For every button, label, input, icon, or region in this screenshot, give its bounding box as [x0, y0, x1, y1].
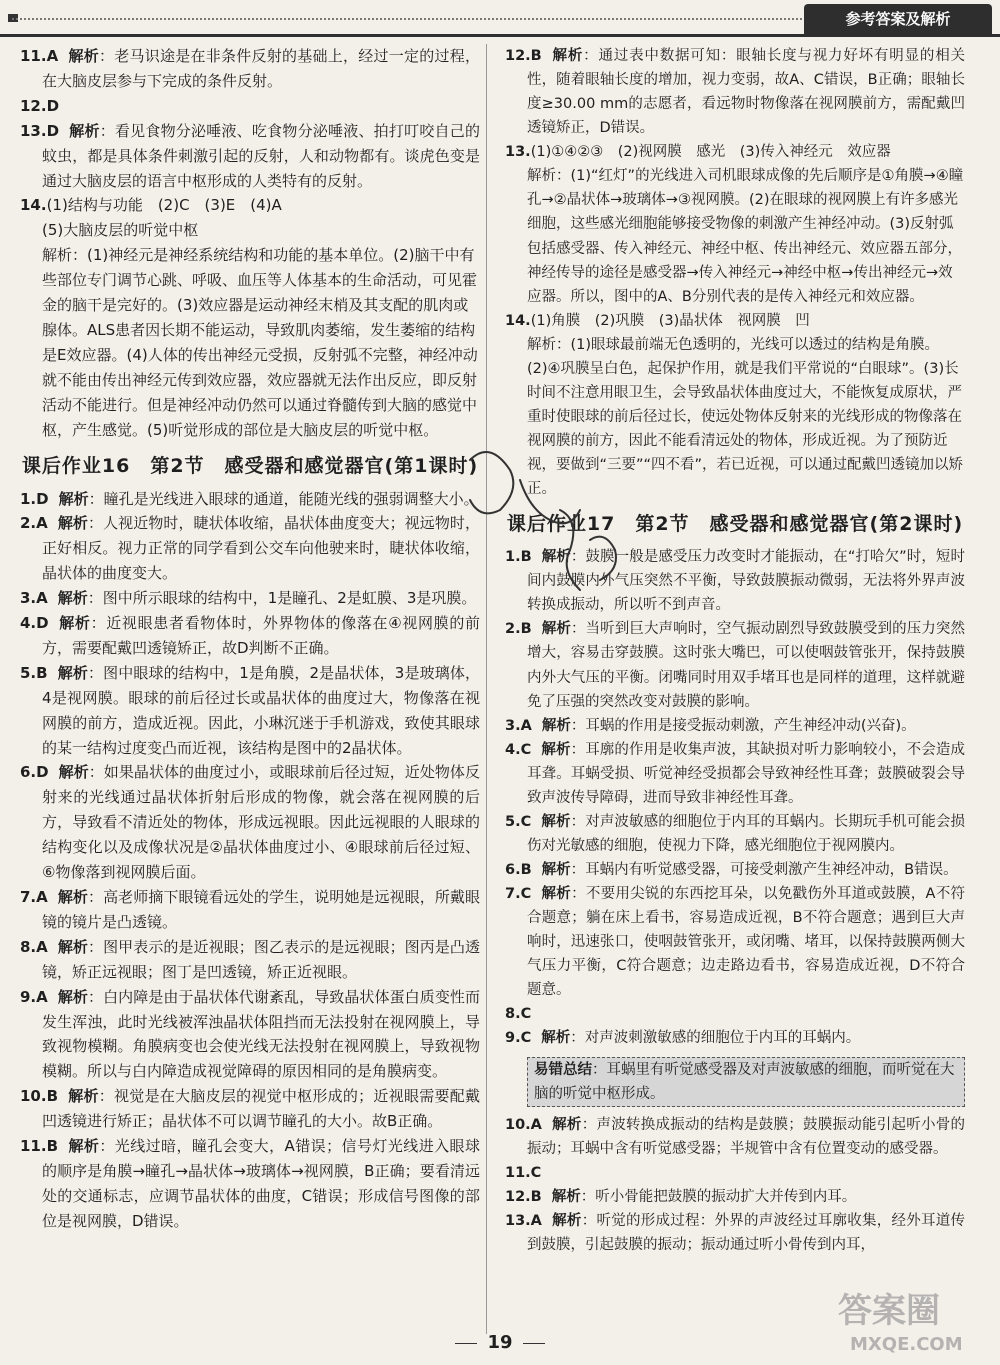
header-title: 参考答案及解析 [804, 4, 992, 34]
answer-number: 11.C [505, 1164, 542, 1181]
answer-item [505, 738, 965, 810]
explanation-label: 解析 [541, 621, 571, 638]
explanation-label: 解析 [551, 1116, 582, 1133]
explanation-label: 解析 [58, 763, 89, 782]
answer-number: 4.C [505, 741, 532, 758]
explanation-text: ：(1)眼球最前端无色透明的，光线可以透过的结构是角膜。(2)④巩膜呈白色，起保护作用，就是我们平常说的“白眼球”。(3)长时间不注意用眼卫生，会导致晶状体曲度过大，不能恢复成原状，严重时使眼球的前后径过长，使远处物体反射来的光线形成的物像落在视网膜的前方，因此不能看清远处的物体，形成近视。为了预防近视，要做到“三要”“四不看”，若已近视，可以通过配戴凹透镜加以矫正。 [527, 336, 964, 498]
answer-item [20, 586, 480, 611]
explanation-text: ：(1)神经元是神经系统结构和功能的基本单位。(2)脑干中有些部位专门调节心跳、呼吸、血压等人体基本的生命活动，可见霍金的脑干是完好的。(3)效应器是运动神经末梢及其支配的肌肉或腺体。ALS患者因长期不能运动，导致肌肉萎缩，发生萎缩的结构是E效应器。(4)人体的传出神经元受损，反射弧不完整，神经冲动就不能由传出神经元传到效应器，效应器就无法作出反应，即反射活动不能进行。但是神经冲动仍然可以通过脊髓传到大脑的感觉中枢，产生感觉。(5)听觉形成的部位是大脑皮层的听觉中枢。 [42, 246, 478, 439]
answer-item [505, 858, 965, 882]
explanation-label: 解析 [58, 489, 89, 508]
explanation-label: 解析 [551, 48, 584, 64]
explanation-label: 解析 [57, 589, 88, 608]
answer-number: 13. [505, 144, 531, 161]
answer-item [505, 140, 965, 164]
answer-item [505, 810, 965, 858]
answer-item [20, 44, 480, 94]
answer-item [505, 1161, 965, 1185]
answer-item [20, 193, 480, 218]
answer-number: 13.A [505, 1212, 542, 1229]
answer-text: ：老马识途是在非条件反射的基础上，经过一定的过程，在大脑皮层参与下完成的条件反射。 [42, 47, 480, 90]
explanation-label: 解析 [551, 1188, 581, 1205]
handwriting-scribble [440, 420, 670, 620]
answer-number: 3.A [20, 589, 48, 608]
answer-item [505, 1209, 965, 1257]
answer-text: (1)角膜 (2)巩膜 (3)晶状体 视网膜 凹 [530, 312, 810, 329]
left-column [20, 44, 480, 1234]
answer-number: 2.A [20, 514, 48, 533]
answer-item [20, 1084, 480, 1134]
explanation-label: 解析 [541, 862, 571, 878]
note-text: ：耳蜗里有听觉感受器及对声波敏感的细胞，而听觉在大脑的听觉中枢形成。 [534, 1061, 955, 1102]
explanation-label: 解析 [57, 663, 88, 682]
answer-number: 3.A [505, 717, 532, 734]
answer-number: 9.C [505, 1030, 532, 1047]
answer-number: 10.A [505, 1116, 542, 1133]
explanation-label: 解析 [551, 1212, 582, 1229]
answer-text: ：看见食物分泌唾液、吃食物分泌唾液、拍打叮咬自己的蚊虫，都是具体条件刺激引起的反射，人和动物都有。谈虎色变是通过大脑皮层的语言中枢形成的人类特有的反射。 [42, 121, 480, 190]
explanation-label: 解析 [541, 886, 572, 903]
answer-number: 1.B [505, 549, 532, 566]
answer-item [505, 617, 965, 713]
answer-number: 12.D [20, 96, 60, 115]
answer-number: 6.B [505, 862, 532, 878]
error-summary-note [527, 1057, 965, 1107]
answer-text: ：图中眼球的结构中，1是角膜，2是晶状体，3是玻璃体，4是视网膜。眼球的前后径过长或晶状体的曲度过大，物像落在视网膜的前方，造成近视。因此，小琳沉迷于手机游戏，致使其眼球的某一结构过度变凸而近视，该结构是图中的2晶状体。 [42, 663, 480, 757]
explanation-label: 解析 [68, 1087, 99, 1106]
answer-number: 1.D [20, 489, 49, 508]
answer-number: 2.B [505, 621, 532, 638]
explanation-label: 解析 [541, 717, 571, 734]
header-rule [0, 34, 1000, 37]
column-divider [486, 44, 487, 1334]
answer-text: ：不要用尖锐的东西挖耳朵，以免戳伤外耳道或鼓膜，A不符合题意；躺在床上看书，容易造成近视，B不符合题意；遇到巨大声响时，迅速张口，使咽鼓管张开，或闭嘴、堵耳，以保持鼓膜两侧大气压力平衡，C符合题意；边走路边看书，容易造成近视，D不符合题意。 [527, 886, 965, 999]
explanation-label: 解析 [68, 1137, 100, 1156]
answer-item [505, 309, 965, 333]
explanation-label: 解析 [541, 813, 571, 830]
svg-text:答案圈: 答案圈 [838, 1291, 940, 1331]
answer-text: ：听小骨能把鼓膜的振动扩大并传到内耳。 [580, 1188, 857, 1205]
answer-item [505, 1185, 965, 1209]
answer-number: 13.D [20, 121, 60, 140]
section-title: 课后作业16 第2节 感受器和感觉器官(第1课时) [21, 454, 479, 477]
explanation-label: 解析 [69, 121, 100, 140]
answer-text: ：听觉的形成过程：外界的声波经过耳廓收集，经外耳道传到鼓膜，引起鼓膜的振动；振动通过听小骨传到内耳， [527, 1212, 966, 1253]
answer-text: ：图甲表示的是近视眼；图乙表示的是远视眼；图丙是凸透镜，矫正远视眼；图丁是凹透镜，矫正近视眼。 [42, 937, 480, 981]
answer-number: 4.D [20, 614, 49, 633]
answer-text: ：图中所示眼球的结构中，1是瞳孔、2是虹膜、3是巩膜。 [87, 589, 477, 608]
answer-item [505, 44, 965, 140]
answer-explanation [20, 243, 480, 442]
answer-explanation [505, 164, 965, 308]
explanation-label: 解析 [57, 937, 88, 956]
answer-number: 14. [505, 312, 531, 329]
answer-item [505, 882, 965, 1002]
answer-text: ：如果晶状体的曲度过小，或眼球前后径过短，近处物体反射来的光线通过晶状体折射后形成的物像，就会落在视网膜的后方，导致看不清近处的物体，形成远视眼。因此远视眼的人眼球的结构变化以及成像状况是②晶状体曲度过小、④眼球前后径过短、⑥物像落到视网膜后面。 [42, 763, 480, 882]
answer-number: 11.A [20, 47, 59, 65]
explanation-label: 解析 [57, 987, 88, 1006]
explanation-label: 解析 [57, 888, 88, 906]
answer-number: 8.A [20, 937, 48, 956]
answer-text: ：对声波敏感的细胞位于内耳的耳蜗内。长期玩手机可能会损伤对光敏感的细胞，使视力下降，感光细胞位于视网膜内。 [527, 813, 966, 854]
answer-text: ：对声波刺激敏感的细胞位于内耳的耳蜗内。 [570, 1030, 861, 1047]
answer-explanation [20, 218, 480, 243]
explanation-label: 解析 [57, 514, 88, 533]
explanation-text: ：(1)“红灯”的光线进入司机眼球成像的先后顺序是①角膜→④瞳孔→②晶状体→玻璃体→③视网膜。(2)在眼球的视网膜上有许多感光细胞，这些感光细胞能够接受物像的刺激产生神经冲动。(3)反射弧包括感受器、传入神经元、神经中枢、传出神经元、效应器五部分，神经传导的途径是感受器→传入神经元→神经中枢→传出神经元→效应器。所以，图中的A、B分别代表的是传入神经元和效应器。 [527, 168, 964, 305]
answer-number: 5.C [505, 813, 532, 830]
answer-text: (1)结构与功能 (2)C (3)E (4)A [46, 196, 282, 215]
answer-text: ：高老师摘下眼镜看远处的学生，说明她是远视眼，所戴眼镜的镜片是凸透镜。 [42, 888, 480, 931]
answer-item [20, 1134, 480, 1234]
answer-text: ：耳廓的作用是收集声波，其缺损对听力影响较小，不会造成耳聋。耳蜗受损、听觉神经受损都会导致神经性耳聋；鼓膜破裂会导致声波传导障碍，进而导致非神经性耳聋。 [527, 741, 966, 806]
footer-dash-left [455, 1343, 477, 1344]
answer-item [20, 94, 480, 119]
explanation-text: (5)大脑皮层的听觉中枢 [42, 221, 199, 240]
answer-number: 7.A [20, 888, 48, 906]
answer-item [20, 985, 480, 1085]
answer-item [20, 119, 480, 194]
answer-number: 6.D [20, 763, 49, 782]
footer-dash-right [523, 1343, 545, 1344]
answer-item [20, 611, 480, 661]
answer-text: ：视觉是在大脑皮层的视觉中枢形成的；近视眼需要配戴凹透镜进行矫正；晶状体不可以调节瞳孔的大小。故B正确。 [42, 1087, 480, 1131]
explanation-label: 解析 [541, 549, 571, 566]
explanation-label: 解析 [58, 614, 91, 633]
explanation-label: 解析 [541, 741, 571, 758]
explanation-label: 解析 [541, 1030, 571, 1047]
answer-text: ：近视眼患者看物体时，外界物体的像落在④视网膜的前方，需要配戴凹透镜矫正，故D判断不正确。 [42, 614, 480, 657]
answer-text: ：耳蜗内有听觉感受器，可接受刺激产生神经冲动，B错误。 [570, 862, 958, 878]
answer-item [20, 661, 480, 761]
answer-item [505, 1002, 965, 1026]
answer-number: 9.A [20, 987, 48, 1006]
answer-number: 10.B [20, 1087, 59, 1106]
answer-item [20, 487, 480, 512]
page-number: 19 [487, 1332, 513, 1353]
answer-text: ：光线过暗，瞳孔会变大，A错误；信号灯光线进入眼球的顺序是角膜→瞳孔→晶状体→玻璃体→视网膜，B正确；要看清远处的交通标志，应调节晶状体的曲度，C错误；形成信号图像的部位是视网膜，D错误。 [42, 1137, 480, 1230]
answer-text: ：耳蜗的作用是接受振动刺激，产生神经冲动(兴奋)。 [570, 717, 916, 734]
answer-number: 12.B [505, 48, 542, 64]
answer-text: ：人视近物时，睫状体收缩，晶状体曲度变大；视远物时，正好相反。视力正常的同学看到公交车向他驶来时，睫状体收缩，晶状体的曲度变大。 [42, 514, 480, 583]
explanation-label: 解析 [68, 47, 99, 65]
answer-item [20, 885, 480, 935]
answer-item [505, 1113, 965, 1161]
right-column [505, 44, 965, 1257]
answer-text: (1)①④②③ (2)视网膜 感光 (3)传入神经元 效应器 [530, 144, 891, 161]
explanation-label: 解析 [42, 246, 73, 265]
answer-item [505, 714, 965, 738]
section-title: 课后作业17 第2节 感受器和感觉器官(第2课时) [506, 513, 964, 536]
answer-text: ：瞳孔是光线进入眼球的通道，能随光线的强弱调整大小。 [88, 489, 479, 508]
answer-text: ：鼓膜一般是感受压力改变时才能振动，在“打哈欠”时，短时间内鼓膜内外气压突然不平衡，导致鼓膜振动微弱，无法将外界声波转换成振动，所以听不到声音。 [527, 549, 965, 614]
explanation-label: 解析 [527, 168, 556, 185]
answer-text: ：当听到巨大声响时，空气振动剧烈导致鼓膜受到的压力突然增大，容易击穿鼓膜。这时张大嘴巴，可以使咽鼓管张开，保持鼓膜内外大气压的平衡。闭嘴同时用双手堵耳也是同样的道理，这样就避免了压强的突然改变对鼓膜的影响。 [527, 621, 966, 710]
header-dotted-line [12, 18, 802, 20]
answer-text: ：白内障是由于晶状体代谢紊乱，导致晶状体蛋白质变性而发生浑浊，此时光线被浑浊晶状体阻挡而无法投射在视网膜上，导致视物模糊。角膜病变也会使光线无法投射在视网膜上，导致视物模糊。所以与白内障造成视觉障碍的原因相同的是角膜病变。 [42, 987, 480, 1081]
answer-number: 14. [20, 196, 47, 215]
answer-text: ：通过表中数据可知：眼轴长度与视力好坏有明显的相关性，随着眼轴长度的增加，视力变弱，故A、C错误，B正确；眼轴长度≥30.00 mm的志愿者，看远物时物像落在视网膜前方，需配戴凹透镜矫正，D错误。 [527, 48, 966, 137]
svg-text:MXQE.COM: MXQE.COM [850, 1334, 963, 1355]
note-label: 易错总结 [534, 1061, 592, 1078]
explanation-label: 解析 [527, 336, 556, 353]
answer-text: ：声波转换成振动的结构是鼓膜；鼓膜振动能引起听小骨的振动；耳蜗中含有听觉感受器；半规管中含有位置变动的感受器。 [527, 1116, 966, 1157]
answer-item [20, 935, 480, 985]
answer-number: 5.B [20, 663, 48, 682]
answer-number: 8.C [505, 1006, 532, 1023]
answer-item [505, 1026, 965, 1050]
answer-number: 11.B [20, 1137, 59, 1156]
answer-number: 12.B [505, 1188, 542, 1205]
answer-number: 7.C [505, 886, 532, 903]
answer-item [20, 760, 480, 885]
answer-item [20, 511, 480, 586]
watermark-logo [828, 1280, 988, 1360]
